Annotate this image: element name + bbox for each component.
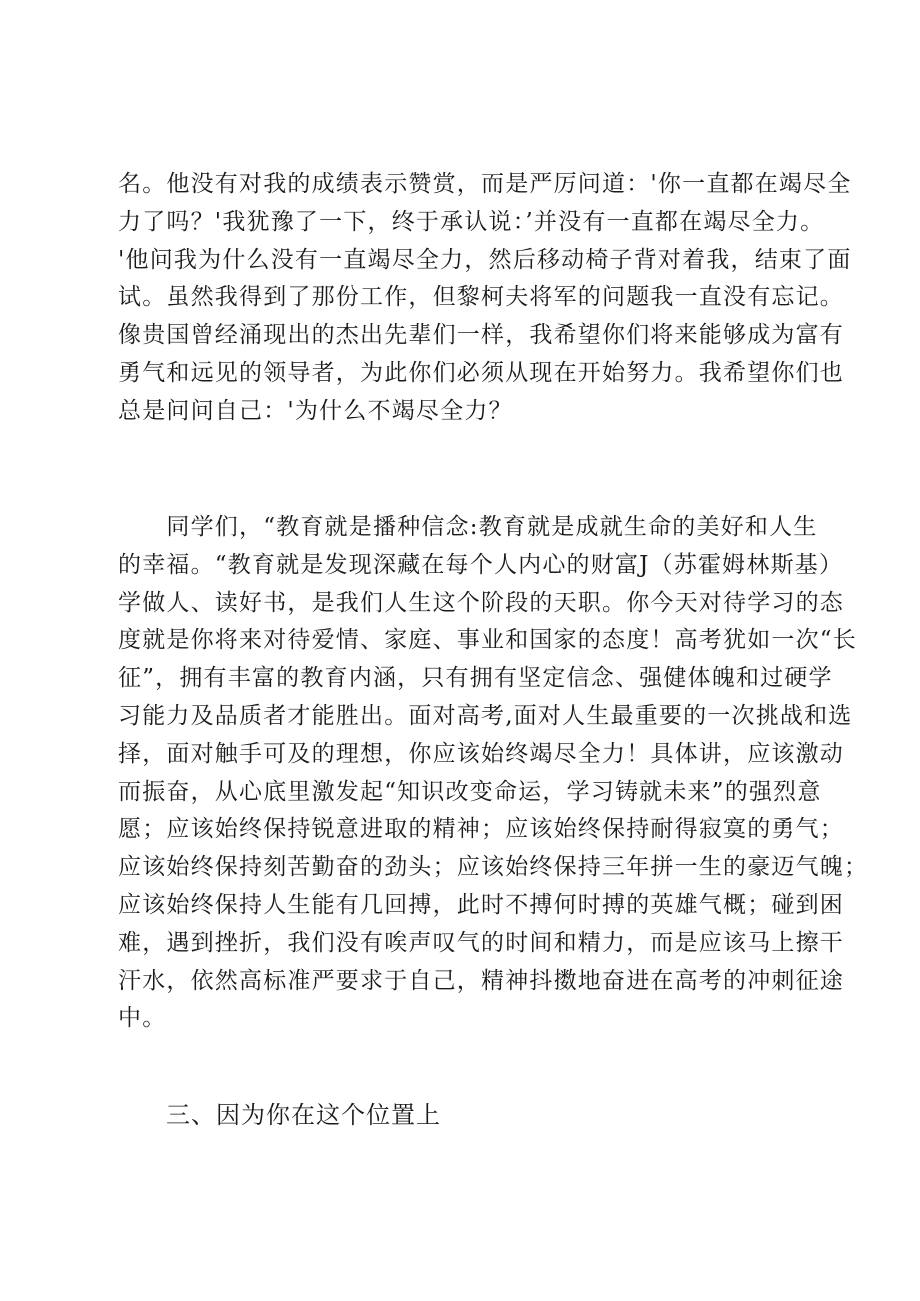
paragraph-line: 度就是你将来对待爱情、家庭、事业和国家的态度！高考犹如一次“长: [118, 627, 857, 654]
paragraph-line: 应该始终保持人生能有几回搏，此时不搏何时搏的英雄气概；碰到困: [118, 891, 844, 918]
section-heading: 三、因为你在这个位置上: [166, 1101, 441, 1129]
paragraph-line: 习能力及品质者才能胜出。面对高考,面对人生最重要的一次挑战和选: [118, 702, 853, 729]
paragraph-line: 的幸福。“教育就是发现深藏在每个人内心的财富J（苏霍姆林斯基）: [118, 551, 844, 578]
paragraph-2: [118, 509, 869, 1038]
paragraph-line: 总是问问自己：'为什么不竭尽全力？: [118, 397, 513, 424]
paragraph-1: [118, 166, 852, 431]
paragraph-line: 学做人、读好书，是我们人生这个阶段的天职。你今天对待学习的态: [118, 589, 844, 616]
paragraph-line: 勇气和远见的领导者，为此你们必须从现在开始努力。我希望你们也: [118, 359, 844, 386]
paragraph-line: 同学们，“教育就是播种信念:教育就是成就生命的美好和人生: [118, 514, 818, 540]
paragraph-line: 中。: [118, 1005, 167, 1032]
paragraph-line: 应该始终保持刻苦勤奋的劲头；应该始终保持三年拼一生的豪迈气魄；: [118, 854, 869, 881]
paragraph-line: 征”，拥有丰富的教育内涵，只有拥有坚定信念、强健体魄和过硬学: [118, 665, 833, 692]
paragraph-line: '他问我为什么没有一直竭尽全力，然后移动椅子背对着我，结束了面: [118, 246, 852, 273]
paragraph-line: 试。虽然我得到了那份工作，但黎柯夫将军的问题我一直没有忘记。: [118, 284, 844, 311]
paragraph-line: 择，面对触手可及的理想，你应该始终竭尽全力！具体讲，应该激动: [118, 740, 844, 767]
paragraph-line: 难，遇到挫折，我们没有唉声叹气的时间和精力，而是应该马上擦干: [118, 929, 844, 956]
paragraph-line: 而振奋，从心底里激发起“知识改变命运，学习铸就未来”的强烈意: [118, 778, 822, 805]
paragraph-line: 像贵国曾经涌现出的杰出先辈们一样，我希望你们将来能够成为富有: [118, 322, 844, 349]
paragraph-line: 汗水，依然高标准严要求于自己，精神抖擞地奋进在高考的冲刺征途: [118, 967, 844, 994]
paragraph-line: 名。他没有对我的成绩表示赞赏，而是严厉问道：'你一直都在竭尽全: [118, 171, 852, 197]
paragraph-line: 力了吗？'我犹豫了一下，终于承认说：’并没有一直都在竭尽全力。: [118, 208, 825, 235]
paragraph-line: 愿；应该始终保持锐意进取的精神；应该始终保持耐得寂寞的勇气；: [118, 816, 844, 843]
